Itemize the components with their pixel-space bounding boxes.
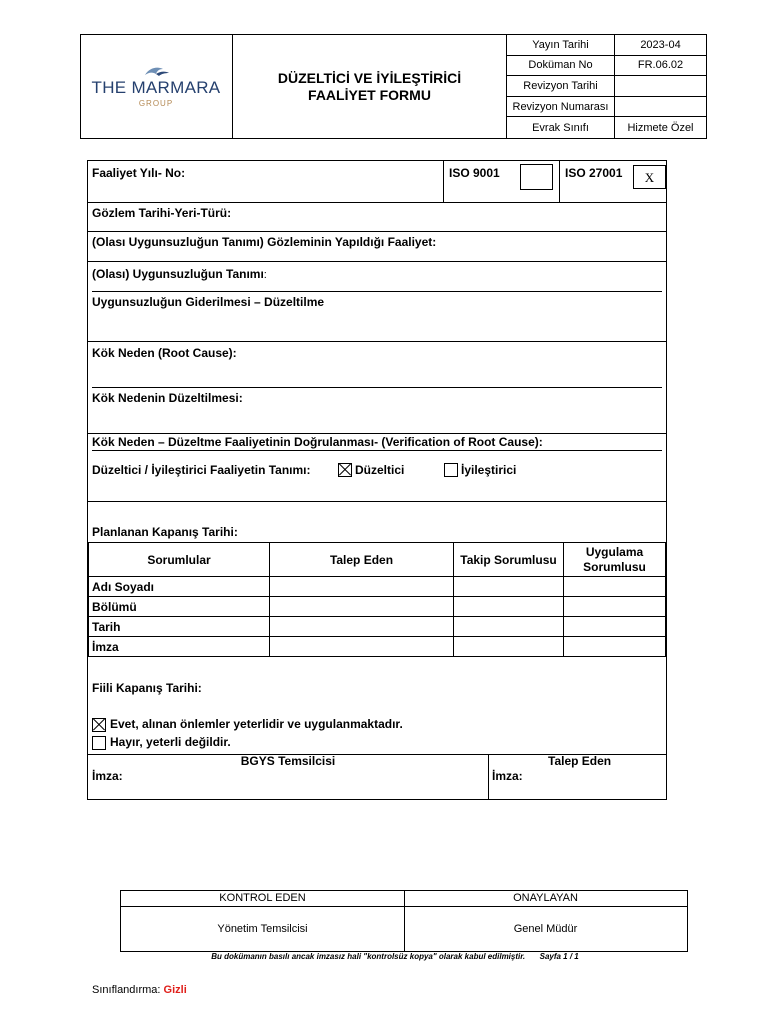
meta-row-document-class — [507, 117, 706, 138]
classification — [92, 984, 187, 996]
activity-year-label: Faaliyet Yılı- No: — [92, 166, 186, 180]
table-header: Uygulama Sorumlusu — [564, 543, 666, 577]
row-line — [92, 387, 662, 388]
row-line — [88, 341, 666, 342]
table-cell[interactable] — [270, 617, 454, 637]
row-line — [92, 291, 662, 292]
company-logo — [81, 35, 233, 138]
meta-label: Revizyon Tarihi — [507, 76, 615, 96]
table-cell[interactable] — [454, 597, 564, 617]
document-header — [80, 34, 707, 139]
control-value: Yönetim Temsilcisi — [217, 923, 308, 935]
control-header: KONTROL EDEN — [219, 892, 306, 904]
logo-subtitle: GROUP — [138, 99, 174, 108]
table-cell[interactable] — [454, 637, 564, 657]
table-header: Sorumlular — [89, 543, 270, 577]
table-header: Takip Sorumlusu — [454, 543, 564, 577]
no-option-label: Hayır, yeterli değildir. — [110, 735, 231, 749]
table-cell[interactable] — [454, 617, 564, 637]
table-cell[interactable] — [270, 577, 454, 597]
meta-value: Hizmete Özel — [627, 121, 694, 134]
row-label: İmza — [89, 637, 270, 657]
divider — [443, 161, 444, 203]
table-header-row — [89, 543, 666, 577]
meta-label: Evrak Sınıfı — [507, 117, 615, 138]
iso27001-checkbox[interactable]: X — [633, 165, 666, 189]
approval-box — [120, 890, 688, 952]
footer-note: Bu dokümanın basılı ancak imzasız hali "kontrolsüz kopya" olarak kabul edilmiştir. — [211, 952, 526, 961]
classification-value: Gizli — [163, 984, 187, 996]
meta-label: Revizyon Numarası — [507, 97, 615, 117]
divider — [488, 754, 489, 799]
meta-row-publish-date — [507, 35, 706, 56]
bgys-representative-label: BGYS Temsilcisi — [240, 754, 336, 768]
classification-label: Sınıflandırma: — [92, 984, 161, 996]
meta-value: 2023-04 — [640, 38, 681, 51]
iso9001-checkbox[interactable] — [520, 164, 553, 190]
planned-close-label: Planlanan Kapanış Tarihi: — [92, 525, 238, 539]
verification-label: Kök Neden – Düzeltme Faaliyetinin Doğrulanması- (Verification of Root Cause): — [92, 435, 543, 449]
table-cell[interactable] — [564, 637, 666, 657]
corrective-option-label: Düzeltici — [355, 463, 405, 477]
requester-label: Talep Eden — [548, 754, 612, 768]
observed-activity-label: (Olası Uygunsuzluğun Tanımı) Gözleminin Yapıldığı Faaliyet: — [92, 235, 437, 249]
iso9001-label: ISO 9001 — [449, 166, 500, 180]
table-cell[interactable] — [564, 617, 666, 637]
yes-option-label: Evet, alınan önlemler yeterlidir ve uygulanmaktadır. — [110, 717, 403, 731]
root-cause-label: Kök Neden (Root Cause): — [92, 346, 237, 360]
row-label: Tarih — [89, 617, 270, 637]
activity-type-label: Düzeltici / İyileştirici Faaliyetin Tanımı: — [92, 463, 311, 477]
main-form — [87, 160, 667, 800]
table-cell[interactable] — [454, 577, 564, 597]
table-header: Talep Eden — [270, 543, 454, 577]
yes-checkbox[interactable] — [92, 718, 106, 732]
no-checkbox[interactable] — [92, 736, 106, 750]
improvement-option-label: İyileştirici — [461, 463, 517, 477]
row-line — [88, 261, 666, 262]
responsibility-table — [88, 542, 666, 657]
table-cell[interactable] — [270, 637, 454, 657]
meta-value — [615, 97, 706, 117]
row-line — [88, 231, 666, 232]
table-cell[interactable] — [564, 597, 666, 617]
root-cause-fix-label: Kök Nedenin Düzeltilmesi: — [92, 391, 243, 405]
page-number: Sayfa 1 / 1 — [539, 952, 579, 961]
uncontrolled-copy-note — [100, 952, 690, 961]
row-label: Bölümü — [89, 597, 270, 617]
meta-value — [615, 76, 706, 96]
meta-value: FR.06.02 — [637, 59, 684, 72]
meta-row-revision-date — [507, 76, 706, 97]
meta-label: Yayın Tarihi — [507, 35, 615, 55]
row-line — [88, 433, 666, 434]
form-title: DÜZELTİCİ VE İYİLEŞTİRİCİ FAALİYET FORMU — [233, 35, 507, 138]
iso27001-label: ISO 27001 — [565, 166, 623, 180]
table-cell[interactable] — [564, 577, 666, 597]
table-cell[interactable] — [270, 597, 454, 617]
table-row — [89, 577, 666, 597]
actual-close-label: Fiili Kapanış Tarihi: — [92, 681, 202, 695]
row-line — [88, 202, 666, 203]
row-label: Adı Soyadı — [89, 577, 270, 597]
observation-date-label: Gözlem Tarihi-Yeri-Türü: — [92, 206, 232, 220]
improvement-checkbox[interactable] — [444, 463, 458, 477]
table-row — [89, 597, 666, 617]
table-row — [89, 637, 666, 657]
meta-row-document-no — [507, 56, 706, 77]
nonconformity-definition-label: (Olası) Uygunsuzluğun Tanımı: — [92, 267, 267, 281]
signature-right-label: İmza: — [492, 769, 523, 783]
meta-label: Doküman No — [507, 56, 615, 76]
table-row — [89, 617, 666, 637]
meta-row-revision-number — [507, 97, 706, 118]
logo-wordmark: THE MARMARA — [91, 78, 221, 97]
row-line — [88, 501, 666, 502]
signature-left-label: İmza: — [92, 769, 123, 783]
row-line — [92, 450, 662, 451]
approve-header: ONAYLAYAN — [513, 892, 578, 904]
correction-label: Uygunsuzluğun Giderilmesi – Düzeltilme — [92, 295, 325, 309]
divider — [559, 161, 560, 203]
approve-value: Genel Müdür — [513, 923, 578, 935]
corrective-checkbox[interactable] — [338, 463, 352, 477]
